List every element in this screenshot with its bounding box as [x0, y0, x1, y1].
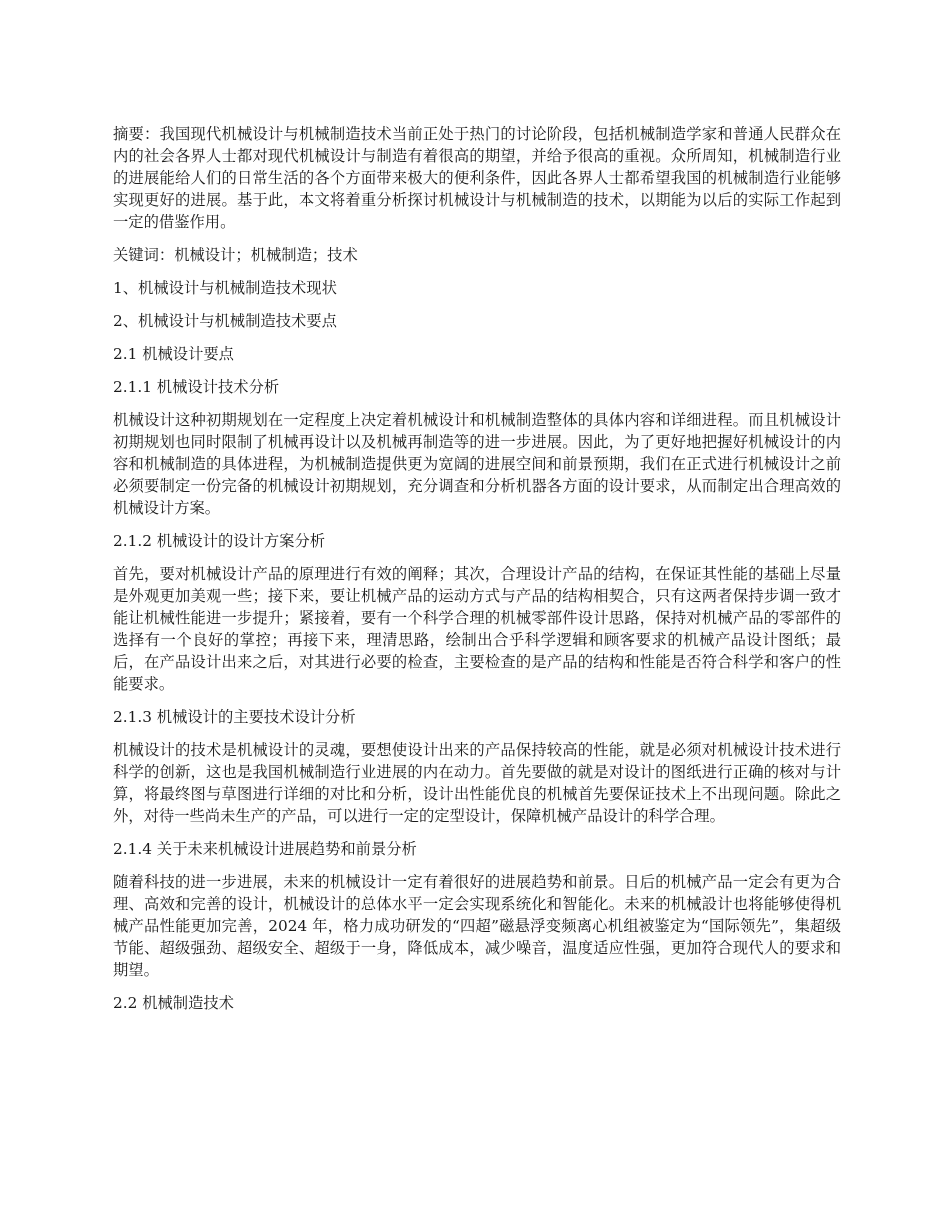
section-heading-2-1-3: 2.1.3 机械设计的主要技术设计分析	[113, 708, 356, 726]
section-heading-2-1-2: 2.1.2 机械设计的设计方案分析	[113, 532, 326, 550]
paragraph-2-1-4: 随着科技的进一步进展，未来的机械设计一定有着很好的进展趋势和前景。日后的机械产品一定会有更为合理、高效和完善的设计，机械设计的总体水平一定会实现系统化和智能化。未来的机械設计也将能够使得机械产品性能更加完善，2024 年，格力成功研发的“四超”磁悬浮变频离心机组被鉴定为“国际领先”，集超级节能、超级强劲、超级安全、超级于一身，降低成本，减少噪音，温度适应性强，更加符合现代人的要求和期望。	[113, 873, 841, 979]
paragraph-2-1-3: 机械设计的技术是机械设计的灵魂，要想使设计出来的产品保持较高的性能，就是必须对机械设计技术进行科学的创新，这也是我国机械制造行业进展的内在动力。首先要做的就是对设计的图纸进行正确的核对与计算，将最终图与草图进行详细的对比和分析，设计出性能优良的机械首先要保证技术上不出现问题。除此之外，对待一些尚未生产的产品，可以进行一定的定型设计，保障机械产品设计的科学合理。	[113, 741, 841, 825]
section-heading-1: 1、机械设计与机械制造技术现状	[113, 279, 337, 297]
document-page	[113, 123, 841, 1025]
section-heading-2-1: 2.1 机械设计要点	[113, 345, 234, 363]
keywords-line: 关键词：机械设计；机械制造；技术	[113, 246, 358, 264]
abstract-paragraph: 摘要：我国现代机械设计与机械制造技术当前正处于热门的讨论阶段，包括机械制造学家和普通人民群众在内的社会各界人士都对现代机械设计与制造有着很高的期望，并给予很高的重视。众所周知，机械制造行业的进展能给人们的日常生活的各个方面带来极大的便利条件，因此各界人士都希望我国的机械制造行业能够实现更好的进展。基于此，本文将着重分析探讨机械设计与机械制造的技术，以期能为以后的实际工作起到一定的借鉴作用。	[113, 125, 841, 231]
paragraph-2-1-1: 机械设计这种初期规划在一定程度上决定着机械设计和机械制造整体的具体内容和详细进程。而且机械设计初期规划也同时限制了机械再设计以及机械再制造等的进一步进展。因此，为了更好地把握好机械设计的内容和机械制造的具体进程，为机械制造提供更为宽阔的进展空间和前景预期，我们在正式进行机械设计之前必须要制定一份完备的机械设计初期规划，充分调查和分析机器各方面的设计要求，从而制定出合理高效的机械设计方案。	[113, 411, 841, 517]
section-heading-2: 2、机械设计与机械制造技术要点	[113, 312, 337, 330]
section-heading-2-1-1: 2.1.1 机械设计技术分析	[113, 378, 280, 396]
section-heading-2-2: 2.2 机械制造技术	[113, 994, 234, 1012]
paragraph-2-1-2: 首先，要对机械设计产品的原理进行有效的阐释；其次，合理设计产品的结构，在保证其性能的基础上尽量是外观更加美观一些；接下来，要让机械产品的运动方式与产品的结构相契合，只有这两者保持步调一致才能让机械性能进一步提升；紧接着，要有一个科学合理的机械零部件设计思路，保持对机械产品的零部件的选择有一个良好的掌控；再接下来，理清思路，绘制出合乎科学逻辑和顾客要求的机械产品设计图纸；最后，在产品设计出来之后，对其进行必要的检查，主要检查的是产品的结构和性能是否符合科学和客户的性能要求。	[113, 565, 841, 693]
section-heading-2-1-4: 2.1.4 关于未来机械设计进展趋势和前景分析	[113, 840, 417, 858]
